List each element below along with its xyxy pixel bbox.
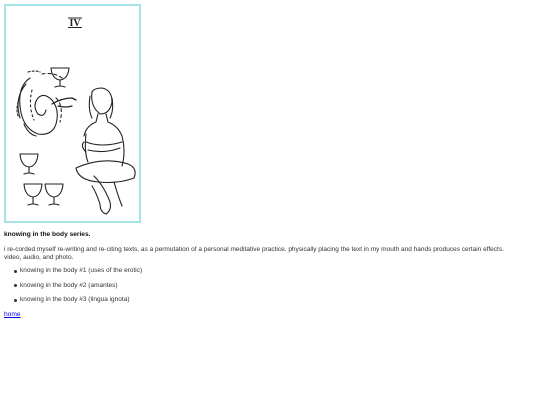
seated-figure xyxy=(76,88,135,214)
work-item-1[interactable]: knowing in the body #1 (uses of the erotic) xyxy=(4,267,142,282)
card-numeral: IV xyxy=(69,18,81,29)
series-description xyxy=(4,246,534,262)
four-of-cups-illustration xyxy=(6,6,139,221)
ground-cups xyxy=(20,154,63,205)
works-list xyxy=(4,267,142,311)
offered-cup xyxy=(51,68,69,87)
home-link[interactable]: home xyxy=(4,311,21,318)
work-item-3[interactable]: knowing in the body #3 (lingua ignota) xyxy=(4,296,142,311)
series-title: knowing in the body series. xyxy=(4,231,91,238)
work-item-2[interactable]: knowing in the body #2 (amantes) xyxy=(4,282,142,297)
tarot-card-image xyxy=(4,4,141,223)
swirling-cloud xyxy=(17,71,62,136)
description-line-1: i re-corded myself re-writing and re-citing texts, as a permutation of a personal meditative practice. physically placing the text in my mouth and hands produces certain effects. xyxy=(4,246,504,253)
description-line-2: video, audio, and photo. xyxy=(4,254,74,261)
